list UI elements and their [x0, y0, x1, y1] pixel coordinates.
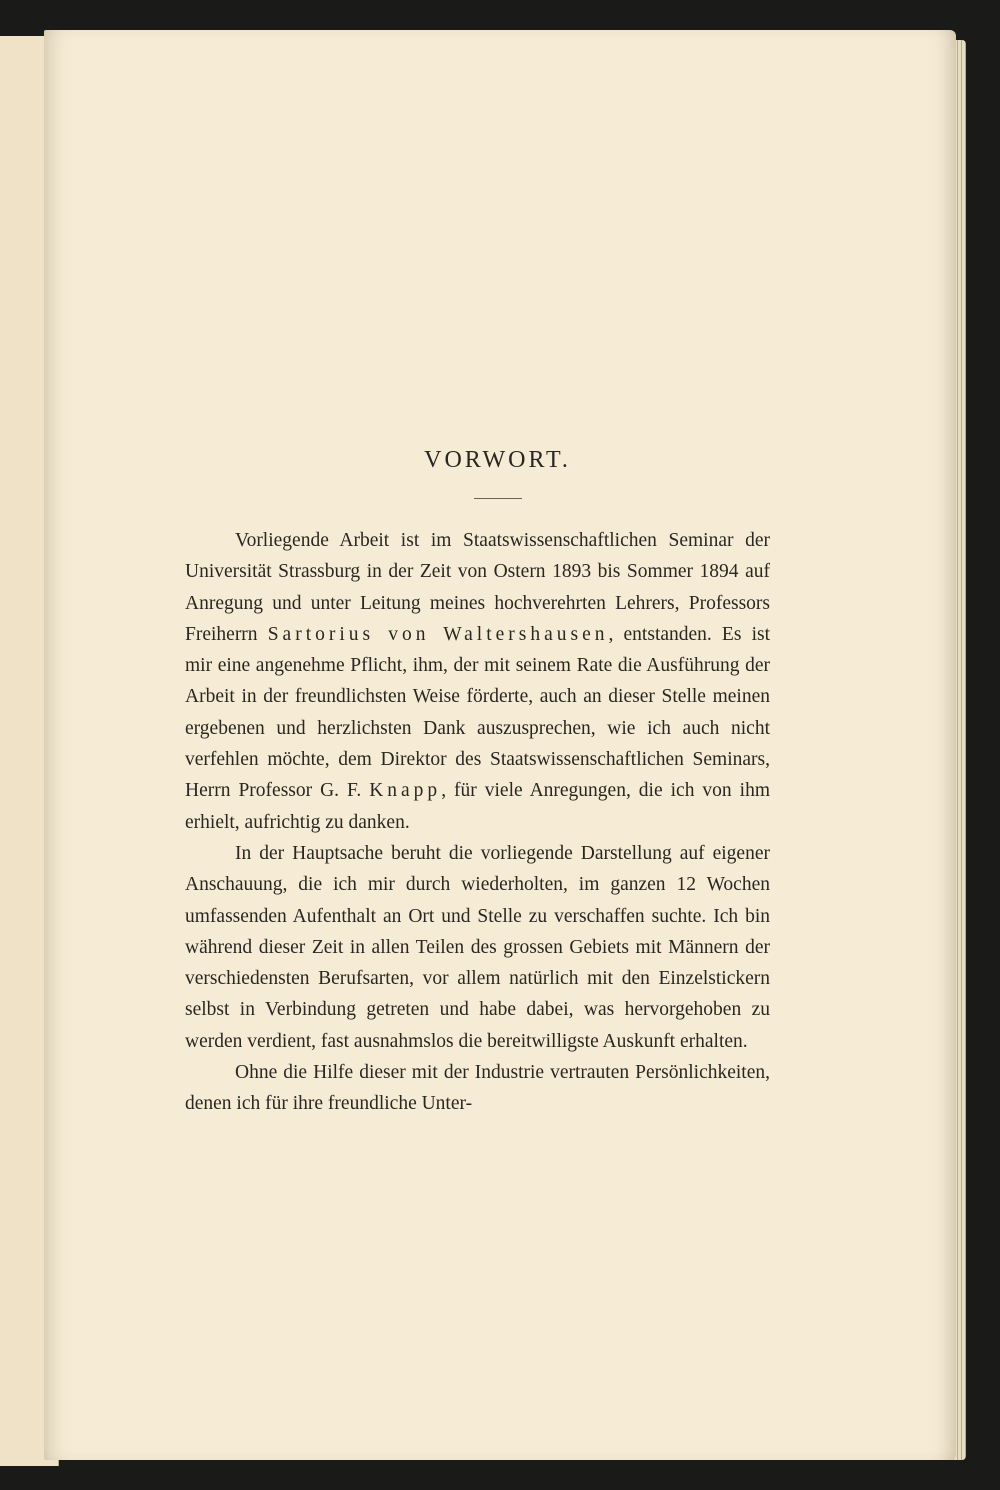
paragraph-3: Ohne die Hilfe dieser mit der Industrie vertrauten Persönlichkeiten, denen ich für ihre freundliche Unter- [185, 1062, 770, 1115]
paragraph-1-text-a: Vorliegende Arbeit ist im Staatswissenschaftlichen Seminar der Universität Strassburg in der Zeit von Ostern 1893 bis Sommer 1894 auf Anregung und unter Leitung meines hochverehrten Lehrers, Professors Freiherrn [185, 530, 770, 645]
name-sartorius: Sartorius von Waltershausen [267, 623, 609, 645]
name-knapp: Knapp [369, 780, 442, 802]
heading-divider [474, 498, 522, 499]
paragraph-1-text-b: , entstanden. Es ist mir eine angenehme Pflicht, ihm, der mit seinem Rate die Ausführung der Arbeit in der freundlichsten Weise förderte, auch an dieser Stelle meinen ergebenen und herzlichsten Dank auszusprechen, wie ich auch nicht verfehlen möchte, dem Direktor des Staatswissenschaftlichen Seminars, Herrn Professor G. F. [185, 623, 770, 802]
paragraph-1 [185, 525, 770, 838]
paragraph-1-text-c: , für viele Anregungen, die ich von ihm erhielt, aufrichtig zu danken. [185, 780, 770, 833]
page-content [185, 440, 770, 1120]
paragraph-2: In der Hauptsache beruht die vorliegende Darstellung auf eigener Anschauung, die ich mir durch wiederholten, im ganzen 12 Wochen umfassenden Aufenthalt an Ort und Stelle zu verschaffen suchte. Ich bin während dieser Zeit in allen Teilen des grossen Gebiets mit Männern der verschiedensten Berufsarten, vor allem natürlich mit den Einzelstickern selbst in Verbindung getreten und habe dabei, was hervorgehoben zu werden verdient, fast ausnahmslos die bereitwilligste Auskunft erhalten. [185, 842, 770, 1052]
page-heading: VORWORT. [424, 447, 571, 473]
